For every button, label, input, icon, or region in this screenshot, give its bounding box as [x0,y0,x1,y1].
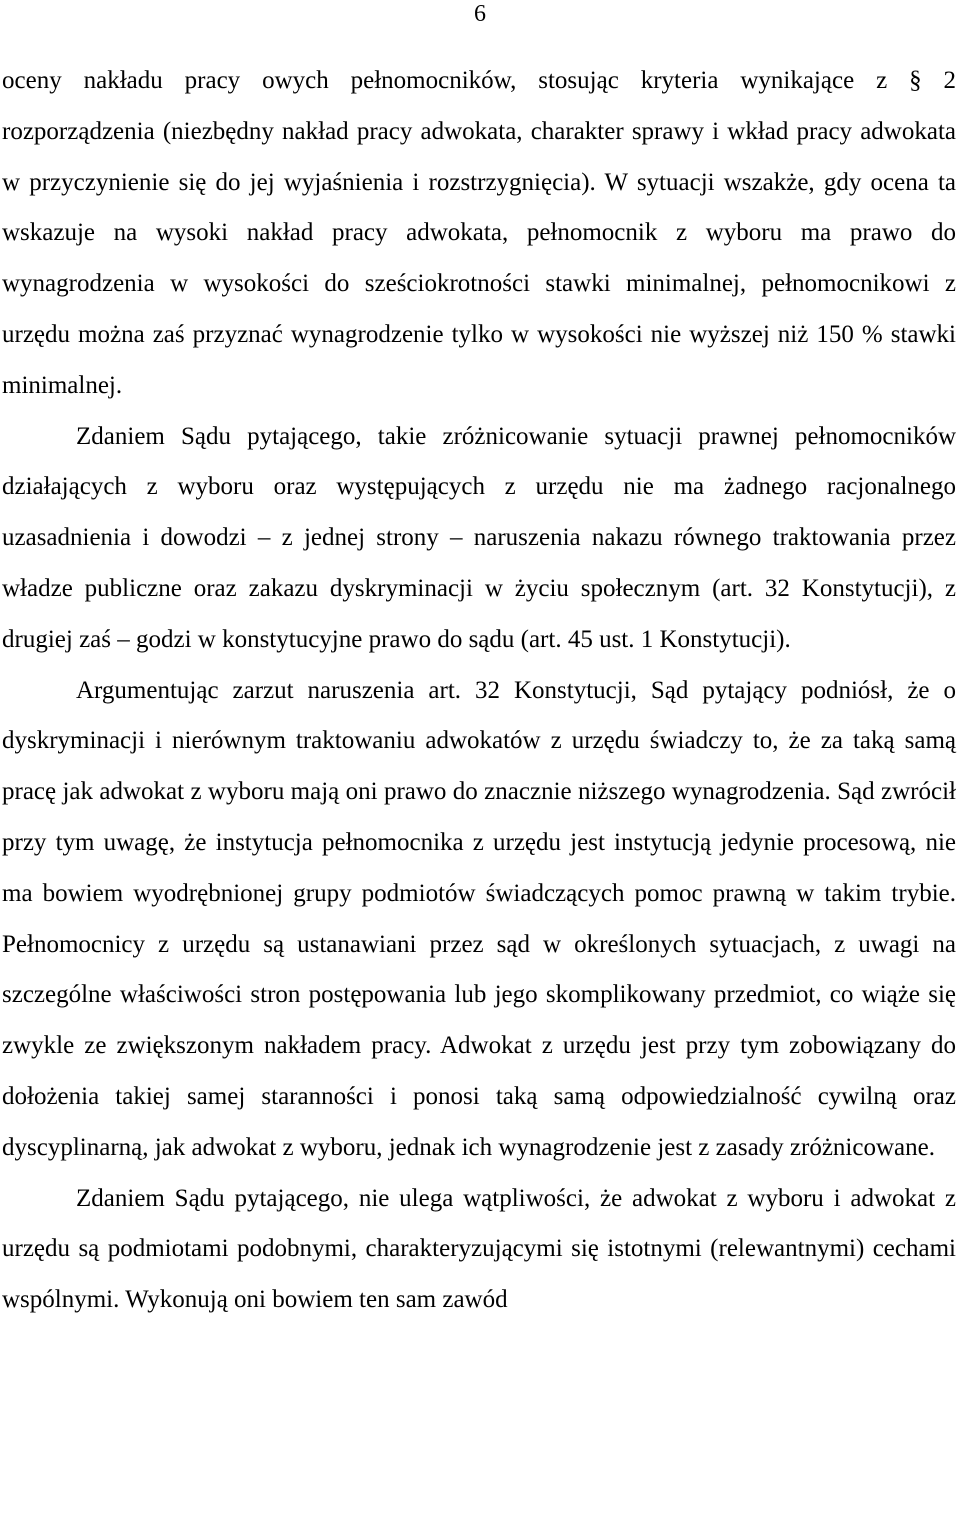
paragraph-4: Zdaniem Sądu pytającego, nie ulega wątpliwości, że adwokat z wyboru i adwokat z urzędu są podmiotami podobnymi, charakteryzującymi się istotnymi (relewantnymi) cechami wspólnymi. Wykonują oni bowiem ten sam zawód [2,1184,956,1314]
paragraph-1: oceny nakładu pracy owych pełnomocników, stosując kryteria wynikające z § 2 rozporządzenia (niezbędny nakład pracy adwokata, charakter sprawy i wkład pracy adwokata w przyczynienie się do jej wyjaśnienia i rozstrzygnięcia). W sytuacji wszakże, gdy ocena ta wskazuje na wysoki nakład pracy adwokata, pełnomocnik z wyboru ma prawo do wynagrodzenia w wysokości do sześciokrotności stawki minimalnej, pełnomocnikowi z urzędu można zaś przyznać wynagrodzenie tylko w wysokości nie wyższej niż 150 % stawki minimalnej. [2,67,956,399]
paragraph-2: Zdaniem Sądu pytającego, takie zróżnicowanie sytuacji prawnej pełnomocników działających z wyboru oraz występujących z urzędu nie ma żadnego racjonalnego uzasadnienia i dowodzi – z jednej strony – naruszenia nakazu równego traktowania przez władze publiczne oraz zakazu dyskryminacji w życiu społecznym (art. 32 Konstytucji), z drugiej zaś – godzi w konstytucyjne prawo do sądu (art. 45 ust. 1 Konstytucji). [2,422,956,653]
page-number: 6 [474,1,486,27]
paragraph-3: Argumentując zarzut naruszenia art. 32 Konstytucji, Sąd pytający podniósł, że o dyskryminacji i nierównym traktowaniu adwokatów z urzędu świadczy to, że za taką samą pracę jak adwokat z wyboru mają oni prawo do znacznie niższego wynagrodzenia. Sąd zwrócił przy tym uwagę, że instytucja pełnomocnika z urzędu jest instytucją jedynie procesową, nie ma bowiem wyodrębnionej grupy podmiotów świadczących pomoc prawną w takim trybie. Pełnomocnicy z urzędu są ustanawiani przez sąd w określonych sytuacjach, z uwagi na szczególne właściwości stron postępowania lub jego skomplikowany przedmiot, co wiąże się zwykle ze zwiększonym nakładem pracy. Adwokat z urzędu jest przy tym zobowiązany do dołożenia takiej samej staranności i ponosi taką samą odpowiedzialność cywilną oraz dyscyplinarną, jak adwokat z wyboru, jednak ich wynagrodzenie jest z zasady zróżnicowane. [2,676,956,1161]
document-body [2,56,956,1326]
